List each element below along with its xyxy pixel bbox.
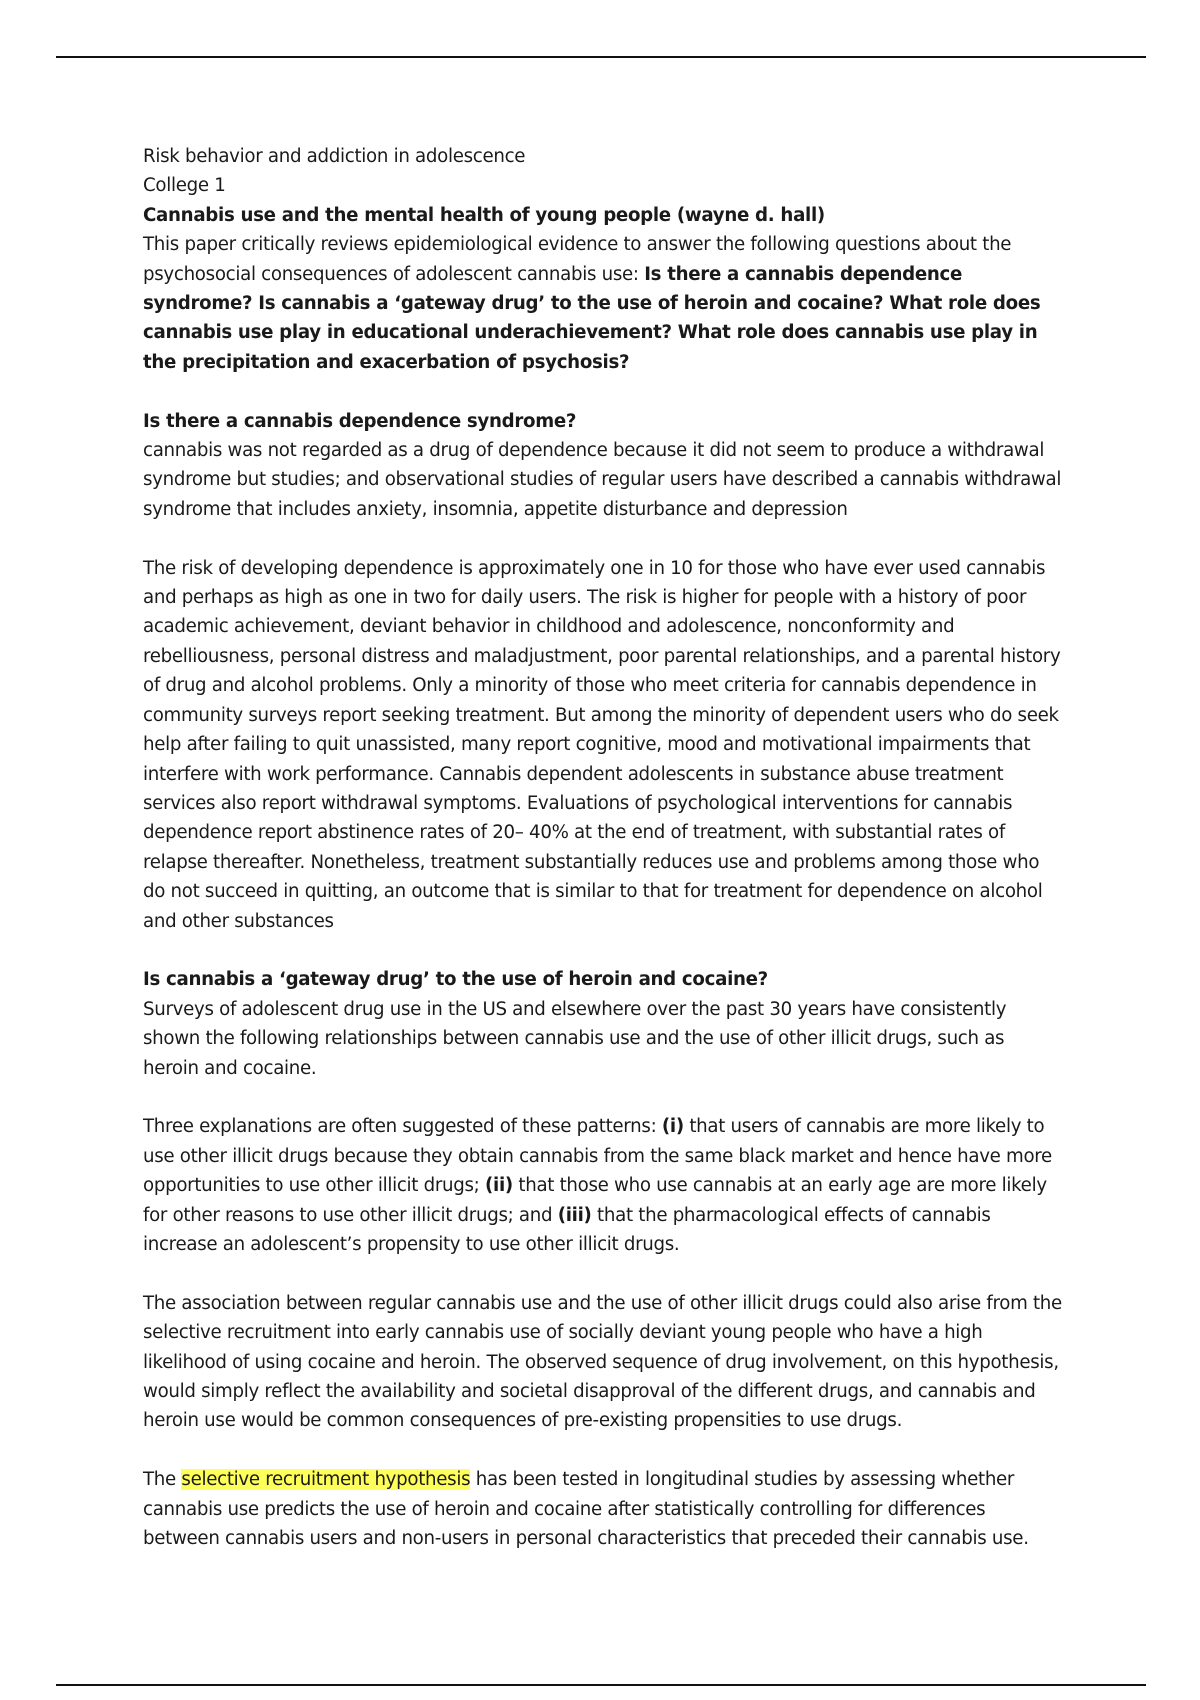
marker-i: (i) <box>661 1116 684 1138</box>
dependence-heading: Is there a cannabis dependence syndrome? <box>143 410 577 432</box>
dependence-paragraph-1: cannabis was not regarded as a drug of dependence because it did not seem to produce a withdrawal syndrome but studies; and observational studies of regular users have described a cannabis withdrawal syndrome that includes anxiety, insomnia, appetite disturbance and depression <box>143 440 1062 520</box>
explanations-text-3: that those who use cannabis at an early age are more likely for other reasons to use other illicit drugs; and <box>143 1175 1047 1226</box>
course-title: Risk behavior and addiction in adolescence <box>143 146 526 167</box>
intro-questions: Is there a cannabis dependence syndrome? Is cannabis a ‘gateway drug’ to the use of heroin and cocaine? What role does cannabis use play in educational underachievement? What role does cannabis use play in the precipitation and exacerbation of psychosis? <box>143 263 1041 373</box>
hypothesis-text-after: has been tested in longitudinal studies by assessing whether cannabis use predicts the use of heroin and cocaine after statistically controlling for differences between cannabis users and non-users in personal characteristics that preceded their cannabis use. <box>143 1469 1029 1549</box>
gateway-paragraph-2 <box>143 1112 1063 1259</box>
explanations-text-4: that the pharmacological effects of cannabis increase an adolescent’s propensity to use other illicit drugs. <box>143 1204 991 1255</box>
explanations-text-1: Three explanations are often suggested of these patterns: <box>143 1116 662 1138</box>
gateway-paragraph-4 <box>143 1465 1063 1553</box>
document-page <box>143 142 1063 1553</box>
lecture-label: College 1 <box>143 175 226 197</box>
gateway-paragraph-1: Surveys of adolescent drug use in the US and elsewhere over the past 30 years have consistently shown the following relationships between cannabis use and the use of other illicit drugs, such as heroin and cocaine. <box>143 998 1007 1079</box>
marker-ii: (ii) <box>485 1175 513 1197</box>
gateway-paragraph-3: The association between regular cannabis use and the use of other illicit drugs could also arise from the selective recruitment into early cannabis use of socially deviant young people who have a high likelihood of using cocaine and heroin. The observed sequence of drug involvement, on this hypothesis, would simply reflect the availability and societal disapproval of the different drugs, and cannabis and heroin use would be common consequences of pre-existing propensities to use drugs. <box>143 1292 1062 1432</box>
footer-rule <box>56 1684 1146 1686</box>
dependence-paragraph-2: The risk of developing dependence is approximately one in 10 for those who have ever used cannabis and perhaps as high as one in two for daily users. The risk is higher for people with a history of poor academic achievement, deviant behavior in childhood and adolescence, nonconformity and rebelliousness, personal distress and maladjustment, poor parental relationships, and a parental history of drug and alcohol problems. Only a minority of those who meet criteria for cannabis dependence in community surveys report seeking treatment. But among the minority of dependent users who do seek help after failing to quit unassisted, many report cognitive, mood and motivational impairments that interfere with work performance. Cannabis dependent adolescents in substance abuse treatment services also report withdrawal symptoms. Evaluations of psychological interventions for cannabis dependence report abstinence rates of 20– 40% at the end of treatment, with substantial rates of relapse thereafter. Nonetheless, treatment substantially reduces use and problems among those who do not succeed in quitting, an outcome that is similar to that for treatment for dependence on alcohol and other substances <box>143 557 1061 932</box>
intro-text: This paper critically reviews epidemiological evidence to answer the following questions about the psychosocial consequences of adolescent cannabis use: <box>143 234 1012 285</box>
highlighted-phrase: selective recruitment hypothesis <box>181 1469 471 1491</box>
hypothesis-text-before: The <box>143 1469 182 1491</box>
gateway-heading: Is cannabis a ‘gateway drug’ to the use of heroin and cocaine? <box>143 969 768 991</box>
paper-title: Cannabis use and the mental health of young people (wayne d. hall) <box>143 204 825 226</box>
header-rule <box>56 56 1146 58</box>
marker-iii: (iii) <box>557 1204 592 1226</box>
intro-paragraph <box>143 230 1063 377</box>
explanations-text-2: that users of cannabis are more likely to use other illicit drugs because they obtain cannabis from the same black market and hence have more opportunities to use other illicit drugs; <box>143 1116 1052 1197</box>
